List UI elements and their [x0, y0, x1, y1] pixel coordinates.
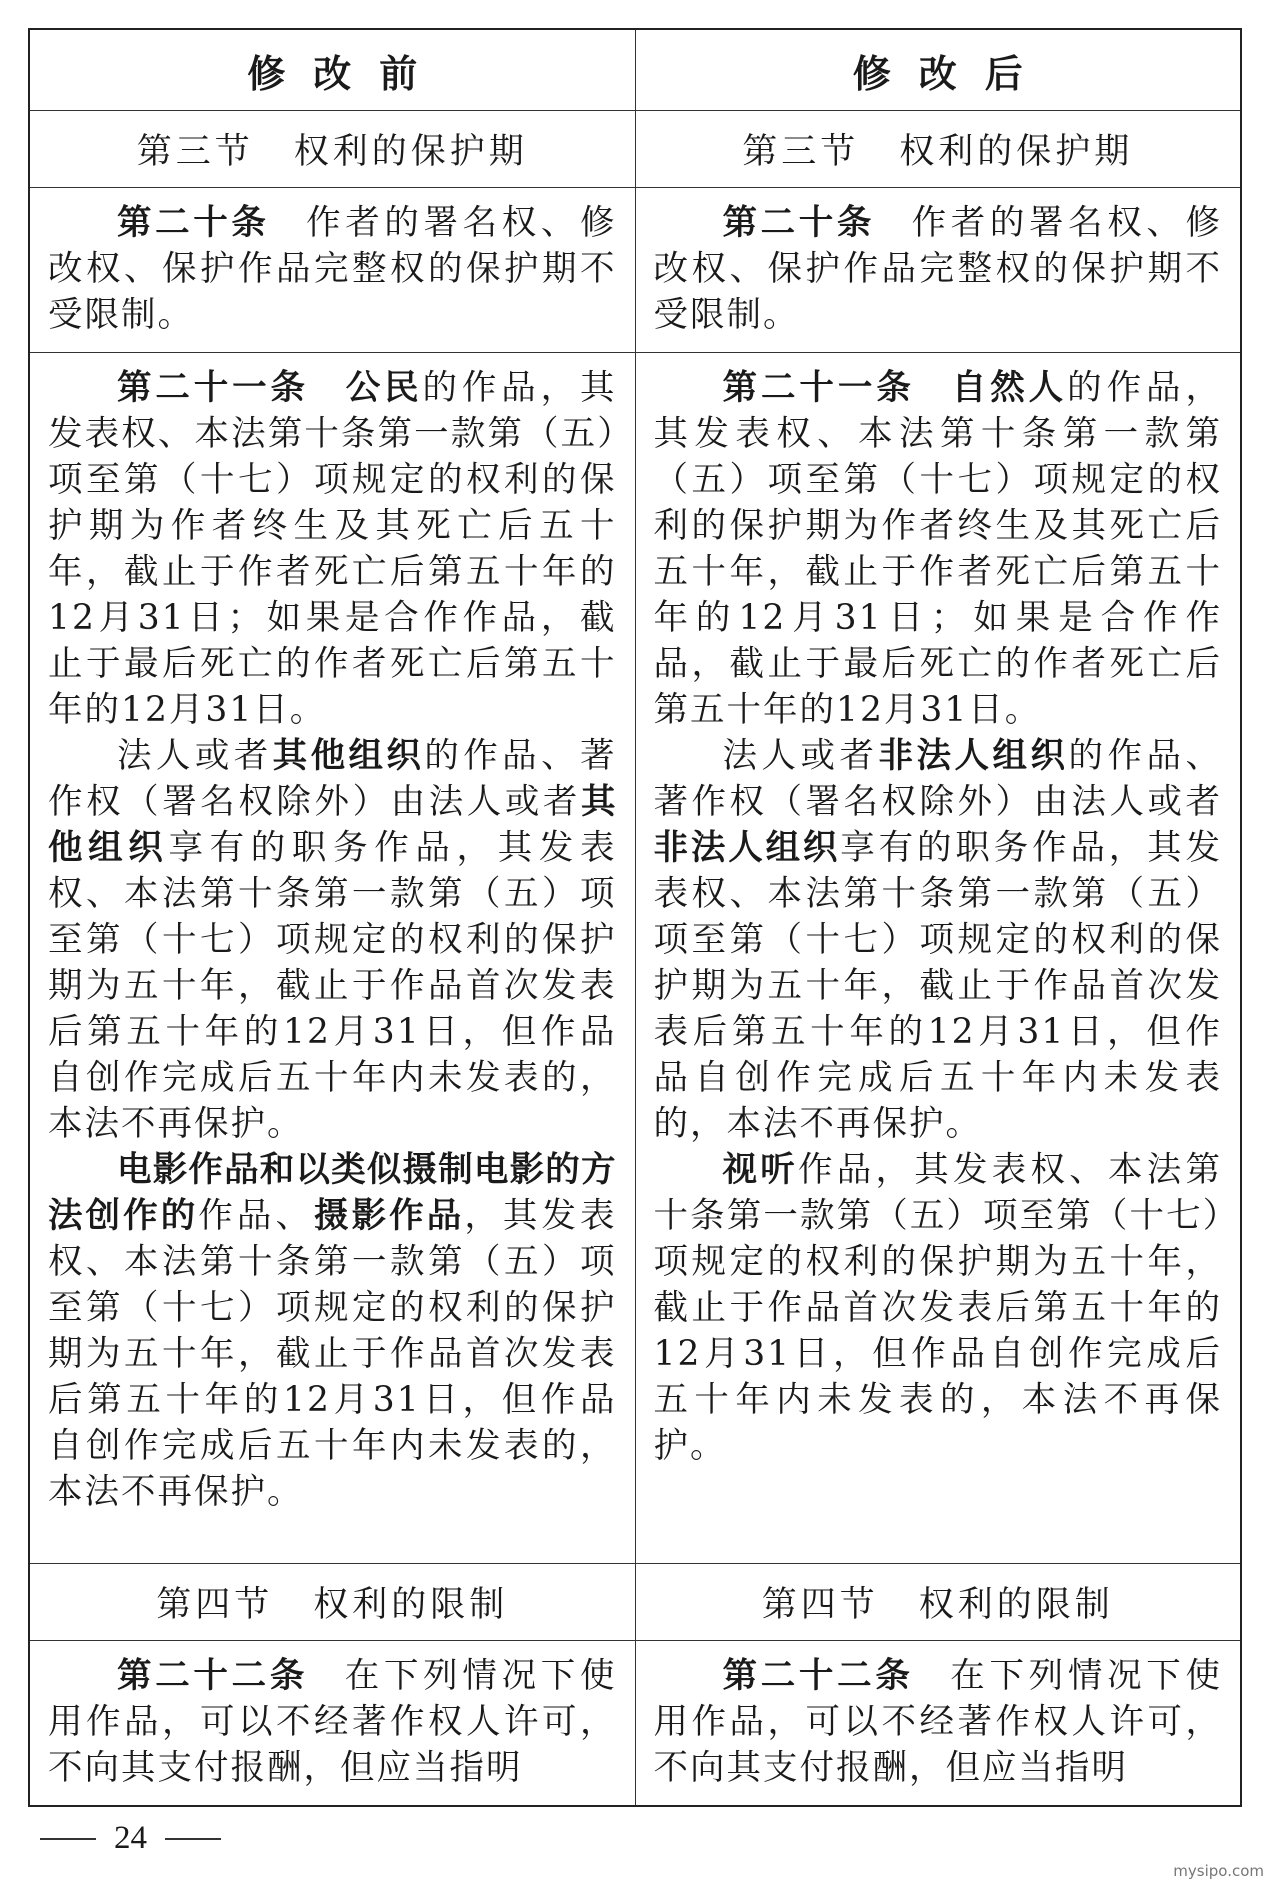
article-title: 第二十一条 — [117, 368, 309, 408]
footer-dash-right — [165, 1838, 221, 1840]
watermark: mysipo.com — [1173, 1862, 1264, 1880]
amended-term: 公民 — [342, 368, 423, 408]
amended-term: 自然人 — [948, 368, 1068, 408]
article-22-before: 第二十二条 在下列情况下使用作品，可以不经著作权人许可，不向其支付报酬，但应当指明 — [29, 1641, 635, 1807]
article-title: 第二十条 — [722, 203, 875, 243]
amended-term: 摄影作品 — [314, 1196, 465, 1236]
article-title: 第二十二条 — [722, 1656, 914, 1696]
comparison-page — [28, 28, 1240, 1807]
article-20-row — [29, 188, 1241, 353]
article-20-before: 第二十条 作者的署名权、修改权、保护作品完整权的保护期不受限制。 — [29, 188, 635, 353]
header-before: 修改前 — [29, 29, 635, 111]
article-21-after: 第二十一条 自然人的作品，其发表权、本法第十条第一款第（五）项至第（十七）项规定的权利的保护期为作者终生及其死亡后五十年，截止于作者死亡后第五十年的12月31日；如果是合作作品，截止于最后死亡的作者死亡后第五十年的12月31日。 法人或者非法人组织的作品、著作权（署名权除外）由法人或者非法人组织享有的职务作品，其发表权、本法第十条第一款第（五）项至第（十七）项规定的权利的保护期为五十年，截止于作品首次发表后第五十年的12月31日，但作品自创作完成后五十年内未发表的，本法不再保护。 视听作品，其发表权、本法第十条第一款第（五）项至第（十七）项规定的权利的保护期为五十年，截止于作品首次发表后第五十年的12月31日，但作品自创作完成后五十年内未发表的，本法不再保护。 — [635, 353, 1241, 1564]
section-4-after: 第四节 权利的限制 — [635, 1564, 1241, 1641]
comparison-table — [28, 28, 1242, 1807]
page-footer — [40, 1820, 221, 1857]
section-4-row — [29, 1564, 1241, 1641]
amended-term: 非法人组织 — [878, 736, 1069, 776]
amended-term: 其他组织 — [48, 782, 617, 868]
section-3-before: 第三节 权利的保护期 — [29, 111, 635, 188]
amended-term: 电影作品和以类似摄制电影的方法创作的 — [48, 1150, 617, 1236]
footer-dash-left — [40, 1838, 96, 1840]
header-after: 修改后 — [635, 29, 1241, 111]
amended-term: 其他组织 — [272, 736, 425, 776]
header-row — [29, 29, 1241, 111]
article-21-before: 第二十一条 公民的作品，其发表权、本法第十条第一款第（五）项至第（十七）项规定的权利的保护期为作者终生及其死亡后五十年，截止于作者死亡后第五十年的12月31日；如果是合作作品，截止于最后死亡的作者死亡后第五十年的12月31日。 法人或者其他组织的作品、著作权（署名权除外）由法人或者其他组织享有的职务作品，其发表权、本法第十条第一款第（五）项至第（十七）项规定的权利的保护期为五十年，截止于作品首次发表后第五十年的12月31日，但作品自创作完成后五十年内未发表的，本法不再保护。 电影作品和以类似摄制电影的方法创作的作品、摄影作品，其发表权、本法第十条第一款第（五）项至第（十七）项规定的权利的保护期为五十年，截止于作品首次发表后第五十年的12月31日，但作品自创作完成后五十年内未发表的，本法不再保护。 — [29, 353, 635, 1564]
article-20-after: 第二十条 作者的署名权、修改权、保护作品完整权的保护期不受限制。 — [635, 188, 1241, 353]
article-title: 第二十二条 — [117, 1656, 309, 1696]
article-22-after: 第二十二条 在下列情况下使用作品，可以不经著作权人许可，不向其支付报酬，但应当指明 — [635, 1641, 1241, 1807]
article-22-row — [29, 1641, 1241, 1807]
article-title: 第二十一条 — [722, 368, 915, 408]
article-21-row — [29, 353, 1241, 1564]
amended-term: 非法人组织 — [653, 828, 841, 868]
page-number: 24 — [114, 1820, 147, 1856]
section-3-row — [29, 111, 1241, 188]
article-title: 第二十条 — [117, 203, 270, 243]
amended-term: 视听 — [722, 1150, 798, 1190]
section-4-before: 第四节 权利的限制 — [29, 1564, 635, 1641]
section-3-after: 第三节 权利的保护期 — [635, 111, 1241, 188]
